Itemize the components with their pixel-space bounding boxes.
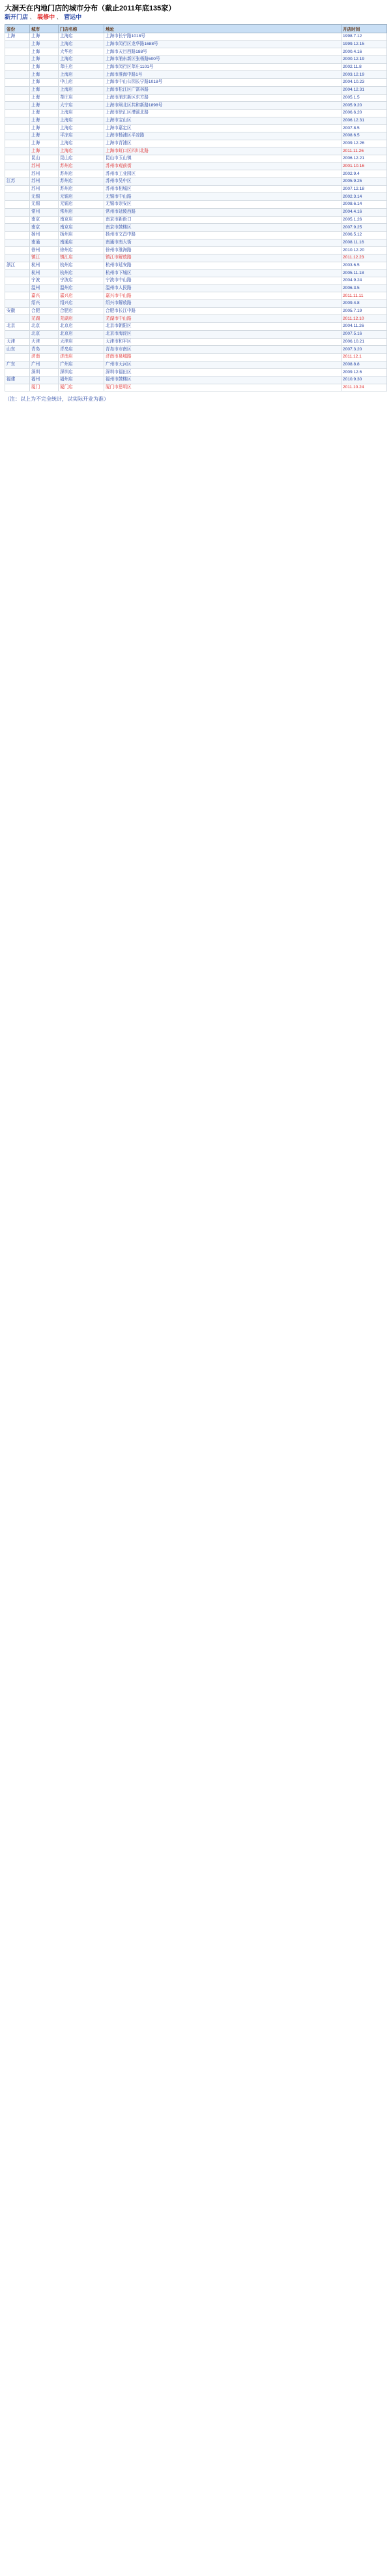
cell-store: 南京店 <box>59 216 104 224</box>
cell-store: 无锡店 <box>59 201 104 209</box>
cell-store: 深圳店 <box>59 369 104 376</box>
cell-province <box>5 231 30 239</box>
cell-store: 大华店 <box>59 48 104 56</box>
cell-store: 青岛店 <box>59 346 104 354</box>
table-row <box>5 86 387 94</box>
table-row <box>5 376 387 384</box>
cell-address: 温州市人民路 <box>104 284 341 292</box>
cell-address: 上海市长宁路1018号 <box>104 33 341 41</box>
cell-city: 宁波 <box>30 277 59 285</box>
cell-address: 天津市和平区 <box>104 338 341 346</box>
cell-province <box>5 185 30 193</box>
cell-address: 上海市闵行区莘庄1101号 <box>104 63 341 71</box>
cell-city: 青岛 <box>30 346 59 354</box>
cell-province <box>5 216 30 224</box>
cell-address: 扬州市文昌中路 <box>104 231 341 239</box>
cell-store: 镇江店 <box>59 254 104 262</box>
cell-city: 北京 <box>30 330 59 338</box>
cell-city: 广州 <box>30 361 59 369</box>
cell-city: 镇江 <box>30 254 59 262</box>
cell-store: 平凉店 <box>59 132 104 140</box>
cell-open-date: 2006.5.12 <box>341 231 387 239</box>
cell-address: 北京市海淀区 <box>104 330 341 338</box>
cell-city: 上海 <box>30 147 59 155</box>
header-store: 门店名称 <box>59 25 104 33</box>
cell-store: 苏州店 <box>59 170 104 178</box>
cell-open-date: 2011.10.24 <box>341 384 387 391</box>
cell-store: 莘庄店 <box>59 94 104 102</box>
cell-province <box>5 315 30 323</box>
cell-store: 中山店 <box>59 79 104 87</box>
cell-city: 绍兴 <box>30 300 59 308</box>
cell-store: 徐州店 <box>59 247 104 254</box>
cell-open-date: 2011.11.26 <box>341 147 387 155</box>
cell-store: 杭州店 <box>59 262 104 269</box>
cell-open-date: 2008.6.5 <box>341 132 387 140</box>
table-row <box>5 162 387 170</box>
cell-city: 上海 <box>30 94 59 102</box>
cell-store: 温州店 <box>59 284 104 292</box>
cell-open-date: 2003.6.5 <box>341 262 387 269</box>
table-row <box>5 231 387 239</box>
cell-city: 上海 <box>30 117 59 125</box>
table-row <box>5 132 387 140</box>
table-row <box>5 109 387 117</box>
table-row <box>5 117 387 125</box>
footnote: （注：以上为不完全统计，以实际开业为准） <box>5 396 109 403</box>
cell-store: 合肥店 <box>59 307 104 315</box>
cell-address: 杭州市延安路 <box>104 262 341 269</box>
cell-city: 杭州 <box>30 262 59 269</box>
cell-city: 苏州 <box>30 185 59 193</box>
cell-city: 嘉兴 <box>30 292 59 300</box>
cell-city: 徐州 <box>30 247 59 254</box>
cell-city: 苏州 <box>30 170 59 178</box>
cell-address: 上海市杨浦区平凉路 <box>104 132 341 140</box>
cell-address: 上海市中山公园长宁路1018号 <box>104 79 341 87</box>
cell-open-date: 2000.12.19 <box>341 56 387 64</box>
cell-address: 昆山市玉山镇 <box>104 155 341 163</box>
cell-store: 上海店 <box>59 147 104 155</box>
cell-city: 苏州 <box>30 178 59 186</box>
table-row <box>5 102 387 110</box>
cell-open-date: 2010.9.30 <box>341 376 387 384</box>
cell-open-date: 2009.12.6 <box>341 369 387 376</box>
cell-store: 杭州店 <box>59 269 104 277</box>
cell-address: 上海市徐汇区漕溪北路 <box>104 109 341 117</box>
cell-city: 无锡 <box>30 201 59 209</box>
cell-province <box>5 170 30 178</box>
cell-province <box>5 300 30 308</box>
cell-province <box>5 117 30 125</box>
legend-new-label: 新开门店 <box>5 14 29 20</box>
cell-city: 上海 <box>30 33 59 41</box>
cell-open-date: 2007.9.25 <box>341 224 387 232</box>
cell-province <box>5 269 30 277</box>
cell-address: 苏州市观前街 <box>104 162 341 170</box>
cell-address: 嘉兴市中山路 <box>104 292 341 300</box>
cell-city: 上海 <box>30 102 59 110</box>
table-row <box>5 239 387 247</box>
cell-address: 上海市青浦区 <box>104 140 341 147</box>
cell-city: 上海 <box>30 140 59 147</box>
cell-open-date: 2006.6.20 <box>341 109 387 117</box>
cell-province <box>5 201 30 209</box>
cell-address: 福州市鼓楼区 <box>104 376 341 384</box>
cell-address: 上海市浦东新区东方路 <box>104 94 341 102</box>
header-address: 地址 <box>104 25 341 33</box>
cell-open-date: 2005.1.26 <box>341 216 387 224</box>
cell-store: 上海店 <box>59 109 104 117</box>
cell-open-date: 2005.9.20 <box>341 102 387 110</box>
cell-province <box>5 239 30 247</box>
table-row <box>5 323 387 331</box>
cell-city: 上海 <box>30 63 59 71</box>
cell-city: 上海 <box>30 86 59 94</box>
cell-address: 青岛市市南区 <box>104 346 341 354</box>
table-row <box>5 56 387 64</box>
table-row <box>5 369 387 376</box>
cell-province <box>5 102 30 110</box>
cell-open-date: 2005.11.18 <box>341 269 387 277</box>
cell-city: 福州 <box>30 376 59 384</box>
cell-city: 上海 <box>30 79 59 87</box>
cell-address: 南通市南大街 <box>104 239 341 247</box>
cell-open-date: 2001.10.16 <box>341 162 387 170</box>
cell-city: 常州 <box>30 208 59 216</box>
cell-province <box>5 254 30 262</box>
cell-province <box>5 140 30 147</box>
table-row <box>5 262 387 269</box>
cell-province <box>5 162 30 170</box>
cell-province: 天津 <box>5 338 30 346</box>
table-body <box>5 33 387 391</box>
table-row <box>5 33 387 41</box>
cell-open-date: 2010.12.20 <box>341 247 387 254</box>
cell-city: 深圳 <box>30 369 59 376</box>
cell-province <box>5 247 30 254</box>
cell-open-date: 2011.12.1 <box>341 353 387 361</box>
table-row <box>5 338 387 346</box>
table-row <box>5 269 387 277</box>
cell-city: 南京 <box>30 216 59 224</box>
cell-city: 南通 <box>30 239 59 247</box>
cell-open-date: 2011.12.23 <box>341 254 387 262</box>
cell-open-date: 2007.12.18 <box>341 185 387 193</box>
table-row <box>5 330 387 338</box>
cell-open-date: 2004.10.23 <box>341 79 387 87</box>
cell-province <box>5 369 30 376</box>
cell-province <box>5 132 30 140</box>
cell-open-date: 2004.12.31 <box>341 86 387 94</box>
cell-address: 镇江市解放路 <box>104 254 341 262</box>
cell-city: 济南 <box>30 353 59 361</box>
table-row <box>5 178 387 186</box>
cell-store: 宁波店 <box>59 277 104 285</box>
cell-city: 上海 <box>30 48 59 56</box>
cell-open-date: 2002.9.4 <box>341 170 387 178</box>
table-row <box>5 277 387 285</box>
cell-province <box>5 94 30 102</box>
cell-province: 浙江 <box>5 262 30 269</box>
cell-address: 苏州市工业园区 <box>104 170 341 178</box>
header-province: 省份 <box>5 25 30 33</box>
cell-city: 上海 <box>30 109 59 117</box>
cell-store: 常州店 <box>59 208 104 216</box>
cell-city: 厦门 <box>30 384 59 391</box>
table-header-row <box>5 25 387 33</box>
table-row <box>5 247 387 254</box>
cell-store: 苏州店 <box>59 162 104 170</box>
legend: 新开门店 、 装修中 、 营运中 <box>5 14 82 20</box>
cell-province: 江苏 <box>5 178 30 186</box>
table-row <box>5 193 387 201</box>
cell-open-date: 2009.4.8 <box>341 300 387 308</box>
cell-province: 山东 <box>5 346 30 354</box>
cell-address: 徐州市淮海路 <box>104 247 341 254</box>
cell-province <box>5 125 30 132</box>
cell-store: 厦门店 <box>59 384 104 391</box>
cell-store: 上海店 <box>59 125 104 132</box>
cell-city: 上海 <box>30 40 59 48</box>
cell-address: 上海市闸北区共和新路1898号 <box>104 102 341 110</box>
cell-store: 北京店 <box>59 323 104 331</box>
cell-address: 无锡市中山路 <box>104 193 341 201</box>
cell-store: 大宁店 <box>59 102 104 110</box>
cell-open-date: 2008.11.16 <box>341 239 387 247</box>
cell-store: 苏州店 <box>59 178 104 186</box>
cell-province: 福建 <box>5 376 30 384</box>
cell-store: 上海店 <box>59 86 104 94</box>
cell-store: 无锡店 <box>59 193 104 201</box>
cell-province <box>5 79 30 87</box>
cell-address: 上海市嘉定区 <box>104 125 341 132</box>
table-row <box>5 224 387 232</box>
legend-operating-label: 营运中 <box>64 14 82 20</box>
cell-open-date: 1998.7.12 <box>341 33 387 41</box>
page-title: 大洞天在内地门店的城市分布（截止2011年底135家） <box>5 5 176 12</box>
cell-open-date: 2007.3.20 <box>341 346 387 354</box>
cell-province <box>5 48 30 56</box>
cell-city: 天津 <box>30 338 59 346</box>
cell-store: 天津店 <box>59 338 104 346</box>
cell-open-date: 2005.7.19 <box>341 307 387 315</box>
cell-city: 苏州 <box>30 162 59 170</box>
cell-city: 上海 <box>30 132 59 140</box>
table-row <box>5 284 387 292</box>
cell-open-date: 2006.10.21 <box>341 338 387 346</box>
table-row <box>5 170 387 178</box>
cell-province <box>5 40 30 48</box>
cell-open-date: 2007.5.16 <box>341 330 387 338</box>
table-row <box>5 216 387 224</box>
table-row <box>5 155 387 163</box>
cell-open-date: 2003.12.19 <box>341 71 387 79</box>
cell-open-date: 2000.4.16 <box>341 48 387 56</box>
table-row <box>5 361 387 369</box>
cell-city: 上海 <box>30 125 59 132</box>
cell-address: 常州市延陵西路 <box>104 208 341 216</box>
cell-store: 上海店 <box>59 40 104 48</box>
cell-address: 合肥市长江中路 <box>104 307 341 315</box>
cell-store: 济南店 <box>59 353 104 361</box>
cell-province <box>5 284 30 292</box>
cell-store: 莘庄店 <box>59 63 104 71</box>
cell-address: 上海市虹口区四川北路 <box>104 147 341 155</box>
table-row <box>5 208 387 216</box>
cell-province <box>5 63 30 71</box>
cell-open-date: 2006.3.5 <box>341 284 387 292</box>
cell-province <box>5 292 30 300</box>
cell-province <box>5 277 30 285</box>
cell-open-date: 2009.12.26 <box>341 140 387 147</box>
cell-city: 温州 <box>30 284 59 292</box>
cell-city: 杭州 <box>30 269 59 277</box>
cell-province: 上海 <box>5 33 30 41</box>
cell-store: 嘉兴店 <box>59 292 104 300</box>
cell-address: 苏州市相城区 <box>104 185 341 193</box>
cell-province <box>5 353 30 361</box>
table-row <box>5 353 387 361</box>
cell-store: 广州店 <box>59 361 104 369</box>
cell-address: 南京市新街口 <box>104 216 341 224</box>
cell-address: 绍兴市解放路 <box>104 300 341 308</box>
store-table <box>5 24 387 391</box>
cell-address: 上海市浦东新区张杨路500号 <box>104 56 341 64</box>
cell-address: 上海市淮海中路1号 <box>104 71 341 79</box>
cell-province: 北京 <box>5 323 30 331</box>
cell-address: 无锡市崇安区 <box>104 201 341 209</box>
cell-open-date: 2006.12.31 <box>341 117 387 125</box>
cell-store: 绍兴店 <box>59 300 104 308</box>
cell-address: 济南市泉城路 <box>104 353 341 361</box>
cell-city: 无锡 <box>30 193 59 201</box>
cell-store: 南通店 <box>59 239 104 247</box>
table-row <box>5 40 387 48</box>
cell-open-date: 2011.12.10 <box>341 315 387 323</box>
cell-city: 扬州 <box>30 231 59 239</box>
cell-province <box>5 147 30 155</box>
cell-open-date: 2005.9.25 <box>341 178 387 186</box>
cell-province <box>5 224 30 232</box>
cell-open-date: 2004.9.24 <box>341 277 387 285</box>
header-open-date: 开店时间 <box>341 25 387 33</box>
cell-store: 上海店 <box>59 117 104 125</box>
table-row <box>5 201 387 209</box>
cell-address: 芜湖市中山路 <box>104 315 341 323</box>
cell-province <box>5 330 30 338</box>
cell-address: 杭州市下城区 <box>104 269 341 277</box>
cell-store: 福州店 <box>59 376 104 384</box>
table-row <box>5 48 387 56</box>
cell-open-date: 2006.12.21 <box>341 155 387 163</box>
cell-province <box>5 208 30 216</box>
cell-province: 安徽 <box>5 307 30 315</box>
cell-province <box>5 86 30 94</box>
table-row <box>5 140 387 147</box>
cell-city: 上海 <box>30 71 59 79</box>
cell-store: 南京店 <box>59 224 104 232</box>
cell-province <box>5 109 30 117</box>
table-row <box>5 292 387 300</box>
cell-open-date: 2008.6.14 <box>341 201 387 209</box>
cell-store: 北京店 <box>59 330 104 338</box>
table-row <box>5 63 387 71</box>
cell-store: 上海店 <box>59 71 104 79</box>
cell-address: 上海市宝山区 <box>104 117 341 125</box>
cell-address: 深圳市福田区 <box>104 369 341 376</box>
cell-open-date: 2002.3.14 <box>341 193 387 201</box>
cell-store: 上海店 <box>59 56 104 64</box>
cell-province <box>5 193 30 201</box>
table-row <box>5 147 387 155</box>
cell-address: 上海市松江区广富林路 <box>104 86 341 94</box>
table-row <box>5 307 387 315</box>
cell-city: 北京 <box>30 323 59 331</box>
cell-store: 上海店 <box>59 140 104 147</box>
cell-address: 厦门市思明区 <box>104 384 341 391</box>
table-row <box>5 185 387 193</box>
cell-province <box>5 56 30 64</box>
cell-address: 苏州市吴中区 <box>104 178 341 186</box>
cell-store: 扬州店 <box>59 231 104 239</box>
cell-open-date: 2008.8.8 <box>341 361 387 369</box>
cell-city: 南京 <box>30 224 59 232</box>
cell-address: 宁波市中山路 <box>104 277 341 285</box>
table-row <box>5 94 387 102</box>
cell-city: 上海 <box>30 56 59 64</box>
cell-store: 芜湖店 <box>59 315 104 323</box>
table-row <box>5 300 387 308</box>
cell-city: 昆山 <box>30 155 59 163</box>
table-row <box>5 254 387 262</box>
cell-open-date: 2011.11.11 <box>341 292 387 300</box>
cell-open-date: 2002.11.8 <box>341 63 387 71</box>
table-row <box>5 346 387 354</box>
cell-address: 南京市鼓楼区 <box>104 224 341 232</box>
cell-open-date: 2005.1.5 <box>341 94 387 102</box>
cell-province <box>5 71 30 79</box>
table-row <box>5 79 387 87</box>
cell-province <box>5 155 30 163</box>
cell-city: 芜湖 <box>30 315 59 323</box>
cell-city: 合肥 <box>30 307 59 315</box>
cell-province <box>5 384 30 391</box>
table-row <box>5 71 387 79</box>
cell-open-date: 2007.8.5 <box>341 125 387 132</box>
cell-address: 上海市闵行区龙华路1688号 <box>104 40 341 48</box>
legend-renovating-label: 装修中 <box>37 14 55 20</box>
cell-address: 北京市朝阳区 <box>104 323 341 331</box>
cell-address: 上海市天目西路188号 <box>104 48 341 56</box>
table-row <box>5 315 387 323</box>
cell-open-date: 2004.11.26 <box>341 323 387 331</box>
table-row <box>5 384 387 391</box>
cell-address: 广州市天河区 <box>104 361 341 369</box>
cell-province: 广东 <box>5 361 30 369</box>
cell-store: 苏州店 <box>59 185 104 193</box>
table-row <box>5 125 387 132</box>
cell-store: 昆山店 <box>59 155 104 163</box>
cell-store: 上海店 <box>59 33 104 41</box>
cell-open-date: 1999.12.15 <box>341 40 387 48</box>
cell-open-date: 2004.4.16 <box>341 208 387 216</box>
header-city: 城市 <box>30 25 59 33</box>
